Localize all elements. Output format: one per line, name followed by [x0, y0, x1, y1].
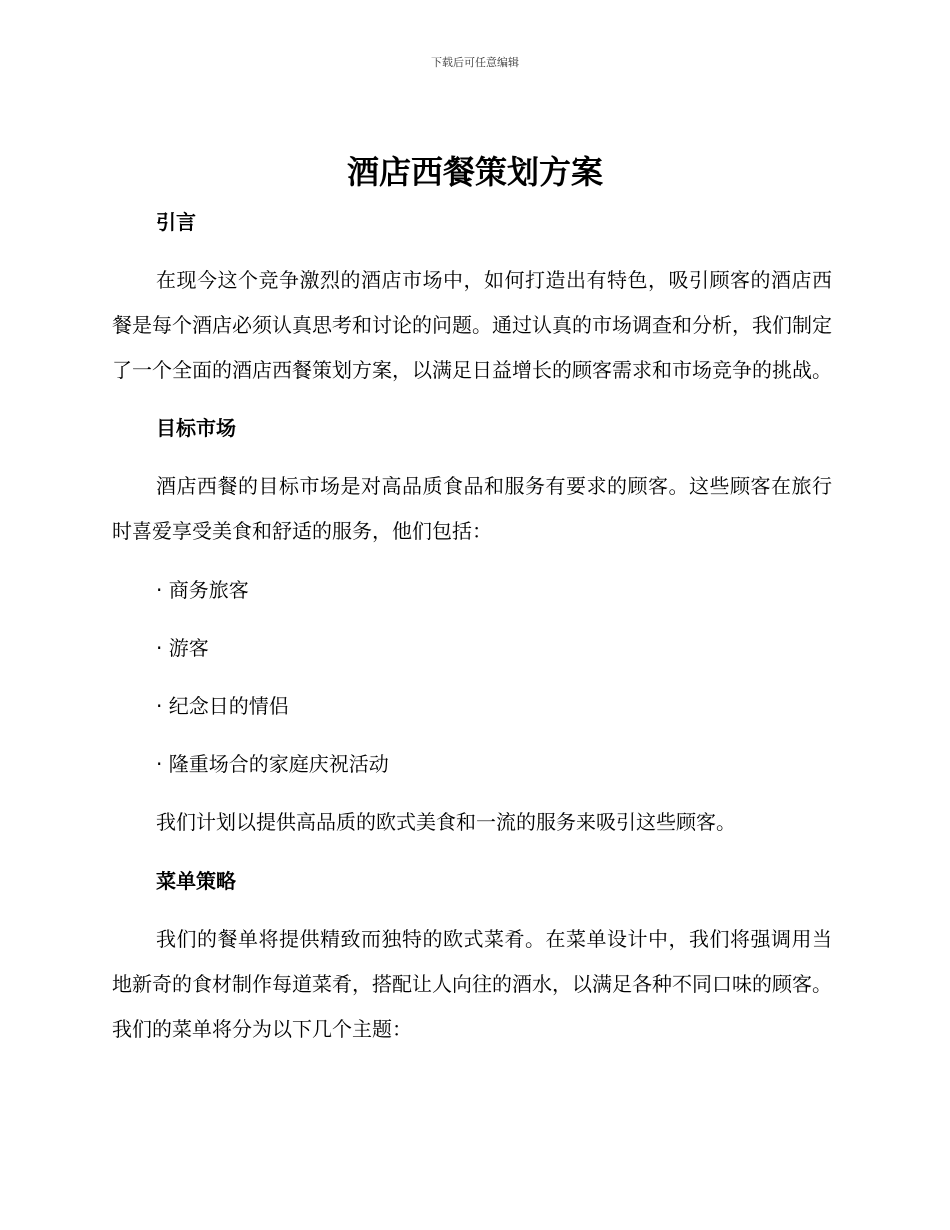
- section-heading-intro: 引言: [156, 210, 196, 234]
- document-body: [112, 200, 832, 1052]
- menu-strategy-paragraph: 我们的餐单将提供精致而独特的欧式菜肴。在菜单设计中，我们将强调用当地新奇的食材制作每道菜肴，搭配让人向往的酒水，以满足各种不同口味的顾客。我们的菜单将分为以下几个主题：: [112, 927, 832, 1041]
- section-heading-target-market: 目标市场: [156, 416, 236, 440]
- page-header-note: 下载后可任意编辑: [431, 56, 519, 69]
- list-item: · 纪念日的情侣: [156, 694, 289, 718]
- intro-paragraph: 在现今这个竞争激烈的酒店市场中，如何打造出有特色，吸引顾客的酒店西餐是每个酒店必须认真思考和讨论的问题。通过认真的市场调查和分析，我们制定了一个全面的酒店西餐策划方案，以满足日益增长的顾客需求和市场竞争的挑战。: [112, 268, 832, 382]
- list-item: · 商务旅客: [156, 578, 249, 602]
- target-market-closing: 我们计划以提供高品质的欧式美食和一流的服务来吸引这些顾客。: [156, 810, 736, 834]
- list-item: · 隆重场合的家庭庆祝活动: [156, 752, 389, 776]
- target-market-paragraph: 酒店西餐的目标市场是对高品质食品和服务有要求的顾客。这些顾客在旅行时喜爱享受美食和舒适的服务，他们包括：: [112, 474, 832, 543]
- section-heading-menu-strategy: 菜单策略: [156, 869, 236, 893]
- list-item: · 游客: [156, 636, 209, 660]
- document-title: 酒店西餐策划方案: [346, 153, 603, 191]
